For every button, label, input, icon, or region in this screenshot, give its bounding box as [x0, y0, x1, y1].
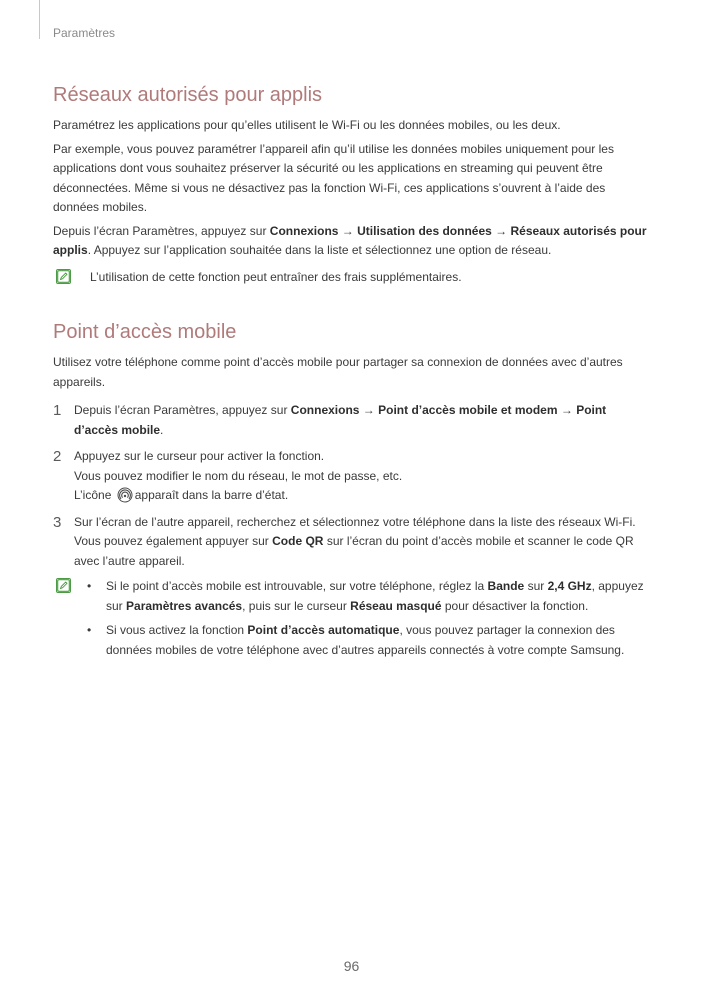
note-text: L’utilisation de cette fonction peut entraîner des frais supplémentaires.: [90, 269, 462, 284]
page-number: 96: [343, 958, 360, 974]
step-line: Sur l’écran de l’autre appareil, recherchez et sélectionnez votre téléphone dans la liste des réseaux Wi-Fi.: [74, 514, 636, 529]
step-3: [53, 513, 649, 572]
step-line: Vous pouvez également appuyer sur Code QR sur l’écran du point d’accès mobile et scanner le code QR avec l’autre appareil.: [74, 534, 634, 568]
tip-text: Si le point d’accès mobile est introuvable, sur votre téléphone, réglez la Bande sur 2,4 GHz, appuyez sur Paramètres avancés, puis sur le curseur Réseau masqué pour désactiver la fonction.: [106, 579, 644, 613]
step-number: 2: [53, 448, 62, 465]
step-text: Depuis l’écran Paramètres, appuyez sur Connexions → Point d’accès mobile et modem → Point d’accès mobile.: [74, 403, 607, 437]
paragraph-instructions: Depuis l’écran Paramètres, appuyez sur Connexions → Utilisation des données → Réseaux autorisés pour applis. Appuyez sur l’application souhaitée dans la liste et sélectionnez une option de réseau.: [53, 223, 647, 257]
tips-list: [87, 577, 649, 660]
header-section-name: Paramètres: [53, 26, 116, 40]
paragraph: Utilisez votre téléphone comme point d’accès mobile pour partager sa connexion de données avec d’autres appareils.: [53, 355, 623, 389]
step-2: [53, 447, 649, 506]
step-1: [53, 401, 649, 440]
step-line: Appuyez sur le curseur pour activer la fonction.: [74, 449, 325, 463]
paragraph: Paramétrez les applications pour qu’elles utilisent le Wi-Fi ou les données mobiles, ou les deux.: [53, 118, 561, 132]
tip-text: Si vous activez la fonction Point d’accès automatique, vous pouvez partager la connexion des données mobiles de votre téléphone avec d’autres appareils connectés à votre compte Samsung.: [106, 623, 625, 657]
section-title-allowed-networks: Réseaux autorisés pour applis: [53, 84, 323, 106]
section-title-mobile-hotspot: Point d’accès mobile: [53, 321, 237, 343]
tip-item: [87, 577, 649, 616]
paragraph: Par exemple, vous pouvez paramétrer l’appareil afin qu’il utilise les données mobiles uniquement pour les applications dont vous souhaitez préserver la sécurité ou les applications en streaming qui peuvent être déconnectées. Même si vous ne désactivez pas la fonction Wi-Fi, ces applications s’ouvrent à l’aide des données mobiles.: [53, 141, 614, 214]
step-number: 3: [53, 513, 62, 531]
step-line: Vous pouvez modifier le nom du réseau, le mot de passe, etc.: [74, 468, 403, 483]
step-text: [74, 447, 649, 506]
step-text: [74, 513, 649, 572]
step-line: L’icône apparaît dans la barre d’état.: [74, 488, 289, 502]
bullet: •: [87, 579, 92, 593]
mobile-hotspot-icon: [117, 487, 133, 503]
header-rule: [39, 0, 40, 39]
tip-item: [87, 621, 649, 660]
pencil-note-icon: [56, 269, 71, 284]
pencil-note-icon: [56, 578, 71, 593]
note: [56, 268, 649, 288]
step-number: 1: [53, 402, 62, 419]
tips-note: [56, 577, 649, 660]
page-content: [53, 82, 649, 660]
bullet: •: [87, 623, 92, 637]
